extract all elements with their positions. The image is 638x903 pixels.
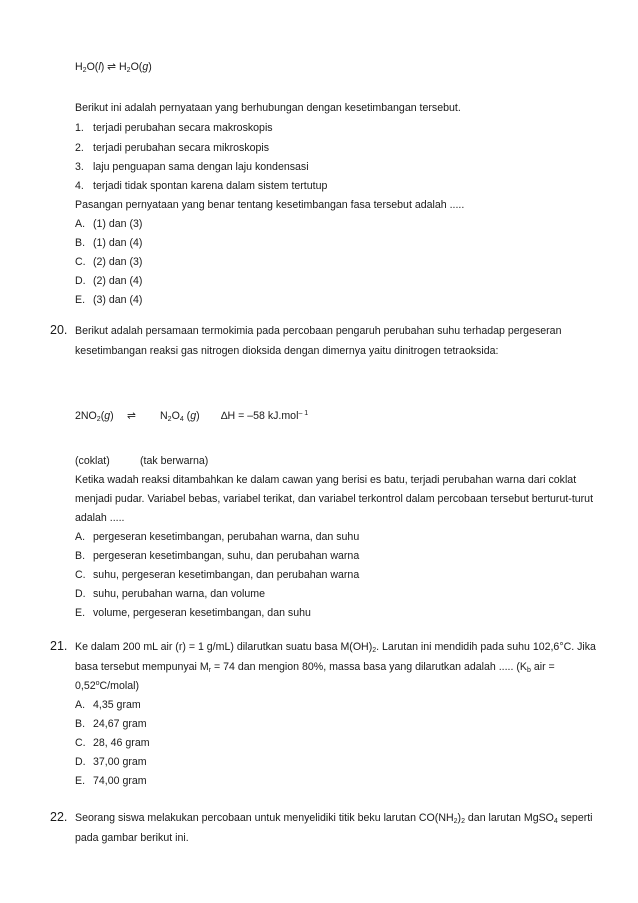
- phase-equilibrium-equation: $H_2O(l)$ ⇌ $H_2O(g)$: [75, 61, 152, 74]
- q22-number: 22.: [50, 810, 68, 824]
- q19-statement: 2. terjadi perubahan secara mikroskopis: [75, 142, 270, 154]
- equilibrium-arrow-icon: ⇌: [127, 410, 136, 422]
- q21-option-c: C. 28, 46 gram: [75, 737, 150, 749]
- q20-paragraph-line: menjadi pudar. Variabel bebas, variabel terikat, dan variabel terkontrol dalam percobaan tersebut berturut-turut: [75, 493, 594, 505]
- q19-intro: Berikut ini adalah pernyataan yang berhubungan dengan kesetimbangan tersebut.: [75, 102, 461, 114]
- q19-option-d: D. (2) dan (4): [75, 275, 143, 287]
- q19-option-b: B. (1) dan (4): [75, 237, 143, 249]
- q19-option-c: C. (2) dan (3): [75, 256, 143, 268]
- q20-number: 20.: [50, 323, 68, 337]
- q20-text-line: kesetimbangan reaksi gas nitrogen dioksida dengan dimernya yaitu dinitrogen tetraoksida:: [75, 345, 499, 357]
- q21-option-d: D. 37,00 gram: [75, 756, 147, 768]
- q21-text-line: basa tersebut mempunyai $M_r = 74$ dan mengion 80%, massa basa yang dilarutkan adalah ..... ($K_b$ air =: [75, 661, 555, 674]
- q20-option-e: E. volume, pergeseran kesetimbangan, dan suhu: [75, 607, 311, 619]
- q20-paragraph-line: Ketika wadah reaksi ditambahkan ke dalam cawan yang berisi es batu, terjadi perubahan warna dari coklat: [75, 474, 577, 486]
- q20-option-c: C. suhu, pergeseran kesetimbangan, dan perubahan warna: [75, 569, 360, 581]
- q19-statement: 1. terjadi perubahan secara makroskopis: [75, 122, 273, 134]
- q21-option-b: B. 24,67 gram: [75, 718, 147, 730]
- q20-paragraph-line: adalah .....: [75, 512, 125, 524]
- q22-text-line: pada gambar berikut ini.: [75, 832, 189, 844]
- q19-statement: 4. terjadi tidak spontan karena dalam sistem tertutup: [75, 180, 328, 192]
- q21-option-a: A. 4,35 gram: [75, 699, 141, 711]
- q19-option-e: E. (3) dan (4): [75, 294, 143, 306]
- q21-number: 21.: [50, 639, 68, 653]
- q20-option-a: A. pergeseran kesetimbangan, perubahan warna, dan suhu: [75, 531, 360, 543]
- q20-color-left: (coklat): [75, 455, 110, 467]
- q20-option-d: D. suhu, perubahan warna, dan volume: [75, 588, 265, 600]
- q22-text-line: Seorang siswa melakukan percobaan untuk menyelidiki titik beku larutan $CO(NH_2)_2$ dan larutan MgSO$_4$ seperti: [75, 812, 593, 825]
- q20-option-b: B. pergeseran kesetimbangan, suhu, dan perubahan warna: [75, 550, 360, 562]
- q21-option-e: E. 74,00 gram: [75, 775, 147, 787]
- q21-text-line: Ke dalam 200 mL air (r) = 1 g/mL) dilarutkan suatu basa $M(OH)_2$. Larutan ini mendidih pada suhu 102,6°C. Jika: [75, 641, 596, 654]
- q19-question: Pasangan pernyataan yang benar tentang kesetimbangan fasa tersebut adalah .....: [75, 199, 465, 211]
- q20-enthalpy: ∆H = –58 kJ.mol$^{- 1}$: [221, 410, 309, 422]
- q21-text-line: 0,52$^o$C/molal): [75, 680, 139, 692]
- q20-equation-right: $N_2O_4$ (g): [160, 410, 200, 423]
- q20-equation-left: $2NO_2(g)$: [75, 410, 114, 423]
- q20-text-line: Berikut adalah persamaan termokimia pada percobaan pengaruh perubahan suhu terhadap pergeseran: [75, 325, 562, 337]
- q19-statement: 3. laju penguapan sama dengan laju kondensasi: [75, 161, 309, 173]
- q20-color-right: (tak berwarna): [140, 455, 209, 467]
- q19-option-a: A. (1) dan (3): [75, 218, 143, 230]
